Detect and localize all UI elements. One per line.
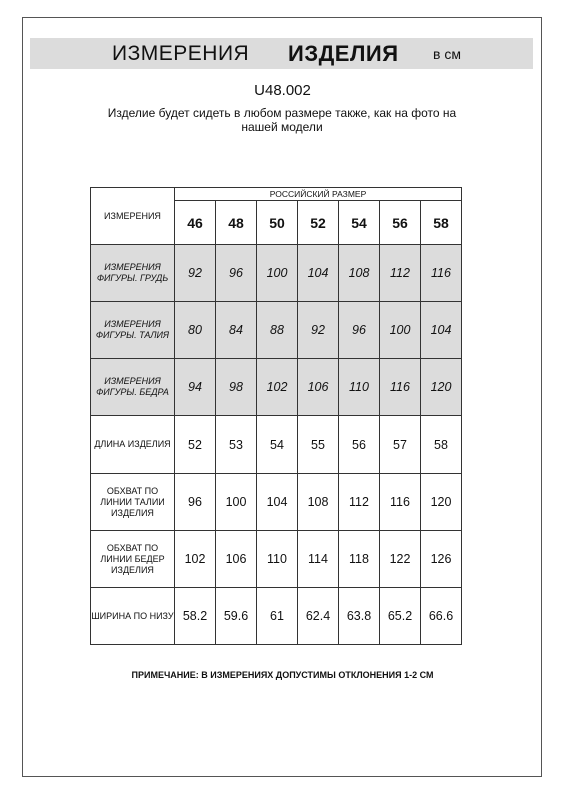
value-cell: 102 <box>175 531 216 588</box>
value-cell: 98 <box>216 359 257 416</box>
header-bar <box>30 38 533 69</box>
model-code: U48.002 <box>254 82 311 99</box>
row-label: ИЗМЕРЕНИЯ ФИГУРЫ. ТАЛИЯ <box>91 302 175 359</box>
value-cell: 108 <box>339 245 380 302</box>
row-label: ОБХВАТ ПО ЛИНИИ БЕДЕР ИЗДЕЛИЯ <box>91 531 175 588</box>
value-cell: 52 <box>175 416 216 474</box>
size-header-cell: 46 <box>175 201 216 245</box>
value-cell: 57 <box>380 416 421 474</box>
value-cell: 100 <box>380 302 421 359</box>
size-header-cell: 52 <box>298 201 339 245</box>
row-label: ОБХВАТ ПО ЛИНИИ ТАЛИИ ИЗДЕЛИЯ <box>91 474 175 531</box>
value-cell: 61 <box>257 588 298 645</box>
value-cell: 96 <box>216 245 257 302</box>
value-cell: 104 <box>298 245 339 302</box>
row-label: ДЛИНА ИЗДЕЛИЯ <box>91 416 175 474</box>
value-cell: 104 <box>421 302 462 359</box>
value-cell: 114 <box>298 531 339 588</box>
value-cell: 100 <box>257 245 298 302</box>
table-row <box>91 588 462 645</box>
value-cell: 58.2 <box>175 588 216 645</box>
header-title-bold: ИЗДЕЛИЯ <box>288 41 399 66</box>
value-cell: 62.4 <box>298 588 339 645</box>
value-cell: 106 <box>216 531 257 588</box>
value-cell: 65.2 <box>380 588 421 645</box>
table-group-header-row <box>91 188 462 201</box>
row-label: ИЗМЕРЕНИЯ ФИГУРЫ. БЕДРА <box>91 359 175 416</box>
value-cell: 80 <box>175 302 216 359</box>
header-title-left: ИЗМЕРЕНИЯ <box>112 42 250 65</box>
value-cell: 92 <box>298 302 339 359</box>
value-cell: 54 <box>257 416 298 474</box>
table-row <box>91 302 462 359</box>
size-header-cell: 48 <box>216 201 257 245</box>
size-header-cell: 58 <box>421 201 462 245</box>
table-row <box>91 245 462 302</box>
size-header-cell: 54 <box>339 201 380 245</box>
value-cell: 110 <box>257 531 298 588</box>
header-unit: в см <box>433 46 461 62</box>
table-row <box>91 359 462 416</box>
value-cell: 96 <box>175 474 216 531</box>
value-cell: 84 <box>216 302 257 359</box>
row-label: ИЗМЕРЕНИЯ ФИГУРЫ. ГРУДЬ <box>91 245 175 302</box>
value-cell: 120 <box>421 359 462 416</box>
value-cell: 63.8 <box>339 588 380 645</box>
value-cell: 55 <box>298 416 339 474</box>
value-cell: 102 <box>257 359 298 416</box>
value-cell: 92 <box>175 245 216 302</box>
value-cell: 96 <box>339 302 380 359</box>
value-cell: 118 <box>339 531 380 588</box>
row-label: ШИРИНА ПО НИЗУ <box>91 588 175 645</box>
value-cell: 104 <box>257 474 298 531</box>
value-cell: 66.6 <box>421 588 462 645</box>
table-row <box>91 416 462 474</box>
size-table <box>90 187 462 645</box>
value-cell: 88 <box>257 302 298 359</box>
value-cell: 112 <box>380 245 421 302</box>
value-cell: 122 <box>380 531 421 588</box>
table-row <box>91 531 462 588</box>
size-header-cell: 56 <box>380 201 421 245</box>
russian-size-header: РОССИЙСКИЙ РАЗМЕР <box>175 188 462 201</box>
value-cell: 100 <box>216 474 257 531</box>
size-header-cell: 50 <box>257 201 298 245</box>
value-cell: 112 <box>339 474 380 531</box>
value-cell: 59.6 <box>216 588 257 645</box>
value-cell: 120 <box>421 474 462 531</box>
fit-note: Изделие будет сидеть в любом размере также, как на фото на нашей модели <box>107 106 457 134</box>
value-cell: 58 <box>421 416 462 474</box>
value-cell: 106 <box>298 359 339 416</box>
table-row <box>91 474 462 531</box>
value-cell: 116 <box>421 245 462 302</box>
value-cell: 108 <box>298 474 339 531</box>
value-cell: 116 <box>380 359 421 416</box>
value-cell: 94 <box>175 359 216 416</box>
measurements-header: ИЗМЕРЕНИЯ <box>91 188 175 245</box>
value-cell: 53 <box>216 416 257 474</box>
value-cell: 116 <box>380 474 421 531</box>
value-cell: 110 <box>339 359 380 416</box>
value-cell: 56 <box>339 416 380 474</box>
tolerance-note: ПРИМЕЧАНИЕ: В ИЗМЕРЕНИЯХ ДОПУСТИМЫ ОТКЛОНЕНИЯ 1-2 СМ <box>131 670 434 680</box>
value-cell: 126 <box>421 531 462 588</box>
